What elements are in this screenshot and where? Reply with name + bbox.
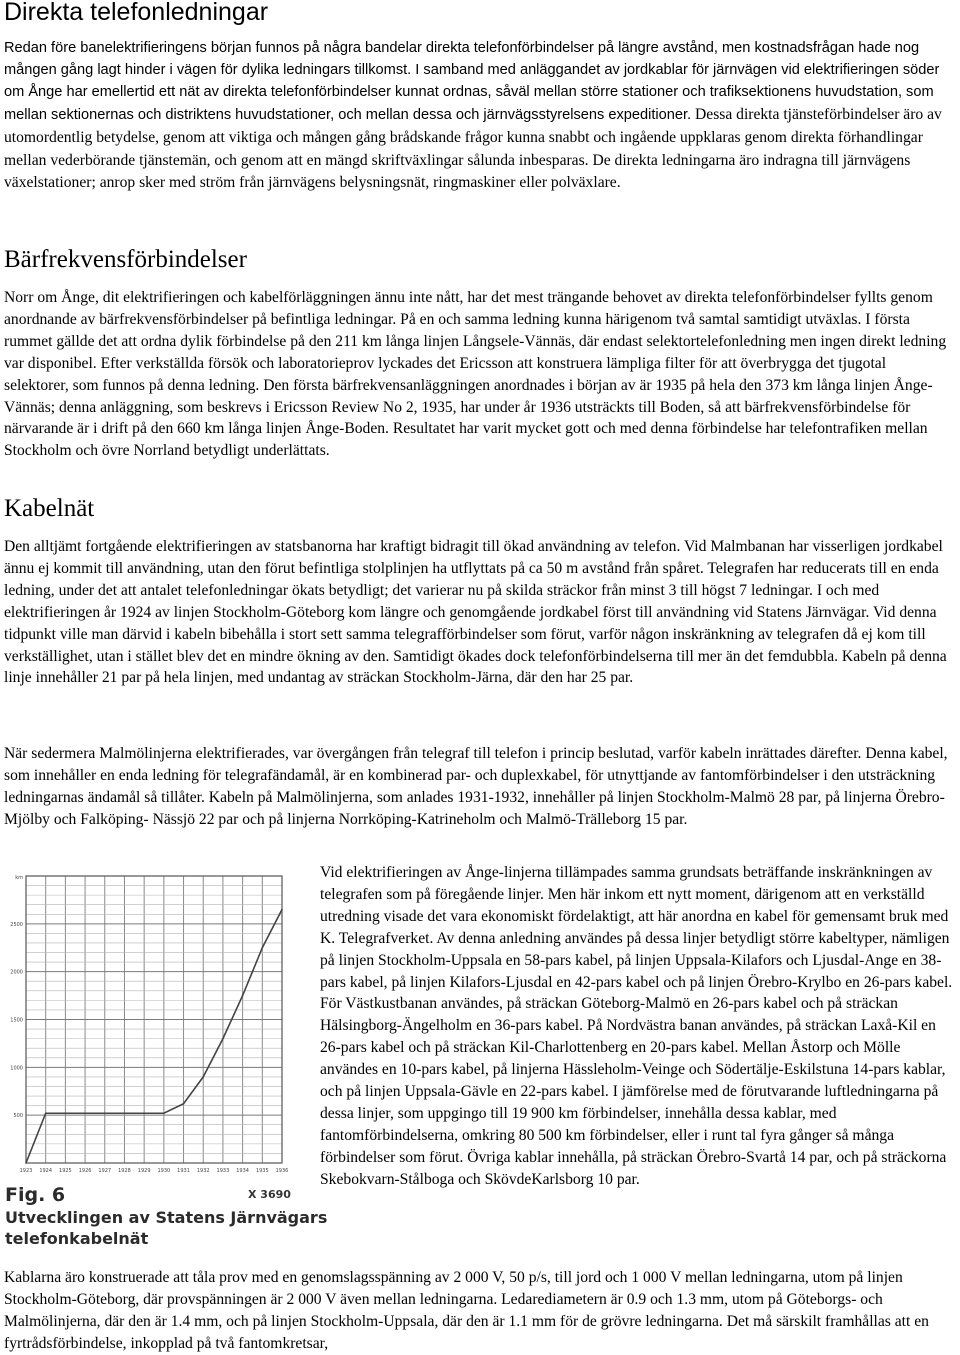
x-tick-label: 1935 <box>255 1168 269 1174</box>
x-tick-label: 1926 <box>78 1168 92 1174</box>
series-point <box>262 947 264 949</box>
paragraph-ange-linjerna: Vid elektrifieringen av Ånge-linjerna tillämpades samma grundsats beträffande inskränkningen av telegrafen som på föregående linjer. Men här inkom ett nytt moment, därigenom att en verkställd utredning visade det vara ekonomiskt fördelaktigt, att här anordna en kabel för gemensamt bruk med K. Telegrafverket. Av denna anledning användes på dessa linjer betydligt större kabeltyper, nämligen på linjen Stockholm-Uppsala en 58-pars kabel, på linjen Uppsala-Kilafors och Ljusdal-Ange en 38-pars kabel, på linjen Kilafors-Ljusdal en 42-pars kabel och på linjen Örebro-Krylbo en 26-pars kabel. För Västkustbanan användes, på sträckan Göteborg-Malmö en 26-pars kabel och på sträckan Hälsingborg-Ängelholm en 36-pars kabel. På Nordvästra banan användes, på sträckan Laxå-Kil en 26-pars kabel och på sträckan Kil-Charlottenberg en 20-pars kabel. Mellan Åstorp och Mölle användes en 10-pars kabel, på linjerna Hässleholm-Veinge och Södertälje-Eskilstuna 14-pars kablar, och på linjen Uppsala-Gävle en 22-pars kabel. I jämförelse med de förutvarande luftledningarna på dessa linjer, som uppgingo till 19 900 km förbindelser, innehålla dessa kablar, med fantomförbindelserna, omkring 80 500 km förbindelser, eller i runt tal fyra gånger så många förbindelser som förut. Övriga kablar innehålla, på sträckan Örebro-Svartå 14 par, och på sträckorna Skebokvarn-Stålboga och SkövdeKarlsborg 10 par. <box>320 864 953 1188</box>
x-tick-label: 1933 <box>216 1168 230 1174</box>
x-tick-label: 1934 <box>236 1168 249 1174</box>
line-chart <box>0 858 302 1178</box>
figure-caption-line2: telefonkabelnät <box>5 1229 149 1248</box>
paragraph-kabelnat-1: Den alltjämt fortgående elektrifieringen av statsbanorna har kraftigt bidragit till ökad användning av telefon. Vid Malmbanan har visserligen jordkabel ännu ej kommit till användning, utan den förut befintliga stolplinjen ha utflyttats på ca 50 m avstånd från spåret. Telegrafen har reducerats till en enda ledning, under det att antalet telefonledningar ökats betydligt; det varierar nu på skilda sträckor från minst 3 till högst 7 ledningar. I och med elektrifieringen år 1924 av linjen Stockholm-Göteborg kom längre och genomgående jordkabel först till användning vid Statens Järnvägar. Vid denna tidpunkt ville man därvid i kabeln bibehålla i stort sett samma telegrafförbindelser som förut, varför någon inskränkning av telegrafen då ej kom till verkställighet, utan i stället blev det en mindre ökning av den. Samtidigt ökades dock telefonförbindelserna till mer än det femdubbla. Kabeln på denna linje innehåller 21 par på hela linjen, med undantag av sträckan Stockholm-Järna, där den har 25 par. <box>4 538 947 687</box>
x-tick-label: 1930 <box>157 1168 171 1174</box>
x-tick-label: 1929 <box>137 1168 151 1174</box>
paragraph-barfrekvens: Norr om Ånge, dit elektrifieringen och kabelförläggningen ännu inte nått, har det mest trängande behovet av direkta telefonförbindelser fyllts genom anordnande av bärfrekvensförbindelser på befintliga ledningar. På en och samma ledning kunna härigenom två samtal samtidigt utväxlas. I första rummet gällde det att ordna dylik förbindelse på den 211 km långa linjen Långsele-Vännäs, där endast selektortelefonledning men ingen direkt ledning var disponibel. Efter verkställda försök och laboratorieprov lyckades det Ericsson att konstruera lämpliga filter för att överbrygga det tjugotal selektorer, som funnos på denna ledning. Den första bärfrekvensanläggningen anordnades i början av är 1935 på hela den 373 km långa linjen Ånge-Vännäs; denna anläggning, som beskrevs i Ericsson Review No 2, 1935, har under år 1936 utsträckts till Boden, så att bärfrekvensförbindelse för närvarande är i drift på den 660 km långa linjen Ånge-Boden. Resultatet har varit mycket gott och med denna förbindelse har telefontrafiken mellan Stockholm och övre Norrland betydligt underlättats. <box>4 289 947 460</box>
figure-caption-line1: Utvecklingen av Statens Järnvägars <box>5 1208 328 1227</box>
heading-barfrekvens: Bärfrekvensförbindelser <box>4 246 247 273</box>
x-tick-label: 1924 <box>39 1168 53 1174</box>
series-point <box>124 1112 126 1114</box>
figure-number: Fig. 6 <box>5 1184 66 1206</box>
series-point <box>183 1103 185 1105</box>
figure-cable-development <box>0 858 328 1252</box>
series-point <box>25 1162 27 1164</box>
page-title: Direkta telefonledningar <box>4 0 269 26</box>
series-point <box>65 1112 67 1114</box>
paragraph-kabelnat-2: När sedermera Malmölinjerna elektrifierades, var övergången från telegraf till telefon i princip beslutad, varför kabeln inrättades därefter. Denna kabel, som innehåller en enda ledning för telegrafändamål, är en kombinerad par- och duplexkabel, för utnyttjande av fantomförbindelser i den utsträckning ledningarnas ändamål så tillåter. Kabeln på Malmölinjerna, som anlades 1931-1932, innehåller på linjen Stockholm-Malmö 28 par, på linjerna Örebro-Mjölby och Falköping- Nässjö 22 par och på linjerna Norrköping-Katrineholm och Malmö-Trälleborg 15 par. <box>4 745 948 828</box>
x-tick-label: 1927 <box>98 1168 112 1174</box>
y-tick-label: 2000 <box>10 969 23 976</box>
x-tick-label: 1936 <box>275 1168 289 1174</box>
series-point <box>222 1038 224 1040</box>
series-point <box>104 1112 106 1114</box>
paragraph-intro <box>4 38 954 195</box>
series-point <box>143 1112 145 1114</box>
series-point <box>45 1112 47 1114</box>
x-tick-label: 1928 <box>118 1168 131 1174</box>
paragraph-kablar-prov: Kablarna äro konstruerade att tåla prov med en genomslagsspänning av 2 000 V, 50 p/s, till jord och 1 000 V mellan ledningarna, utom på linjen Stockholm-Göteborg, där provspänningen är 2 000 V även mellan ledningarna. Ledarediametern är 0.9 och 1.3 mm, utom på Göteborgs- och Malmölinjerna, där den är 1.4 mm, och på linjen Stockholm-Uppsala, där den är 1.1 mm för de grövre ledningarna. Det må särskilt framhållas att en fyrtrådsförbindelse, inkopplad på två fantomkretsar, <box>4 1269 929 1352</box>
x-tick-label: 1932 <box>196 1168 210 1174</box>
y-tick-label: 1000 <box>10 1065 23 1072</box>
figure-code: X 3690 <box>248 1188 291 1201</box>
x-tick-label: 1925 <box>59 1168 72 1174</box>
paragraph-intro-part2: I samband med anläggandet av jordkablar för järnvägen vid elektrifieringen söder om Ånge har emellertid ett nät av direkta telefonförbindelser kunnat ordnas, såväl mellan större stationer och trafiksektionens huvudstation, som mellan sektionernas och distriktens huvudstationer, och mellan dessa och järnvägsstyrelsens expeditioner. <box>4 61 940 123</box>
heading-kabelnat: Kabelnät <box>4 495 95 522</box>
series-point <box>84 1112 86 1114</box>
y-tick-label: 500 <box>13 1113 23 1120</box>
paragraph-intro-part3: Dessa direkta tjänsteförbindelser äro av utomordentlig betydelse, genom att viktiga och mången gång brådskande frågor kunna snabbt och ingående uppklaras genom direkta förhandlingar mellan vederbörande tjänstemän, och genom att en mängd skriftväxlingar sålunda inbesparas. De direkta ledningarna äro indragna till järnvägens växelstationer; anrop sker med ström från järnvägens belysningsnät, ringmaskiner eller polväxlare. <box>4 105 942 192</box>
series-point <box>281 909 283 911</box>
y-tick-label: 2500 <box>10 921 23 928</box>
series-point <box>242 995 244 997</box>
x-tick-label: 1931 <box>177 1168 190 1174</box>
y-axis-label: km <box>15 875 23 881</box>
y-tick-label: 1500 <box>10 1017 23 1024</box>
series-point <box>202 1076 204 1078</box>
paragraph-intro-part1: Redan före banelektrifieringens början funnos på några bandelar direkta telefonförbindelser på längre avstånd, men kostnadsfrågan hade nog mången gång lagt hinder i vägen för dylika ledningars tillkomst. <box>4 40 920 78</box>
x-tick-label: 1923 <box>19 1168 33 1174</box>
series-point <box>163 1112 165 1114</box>
